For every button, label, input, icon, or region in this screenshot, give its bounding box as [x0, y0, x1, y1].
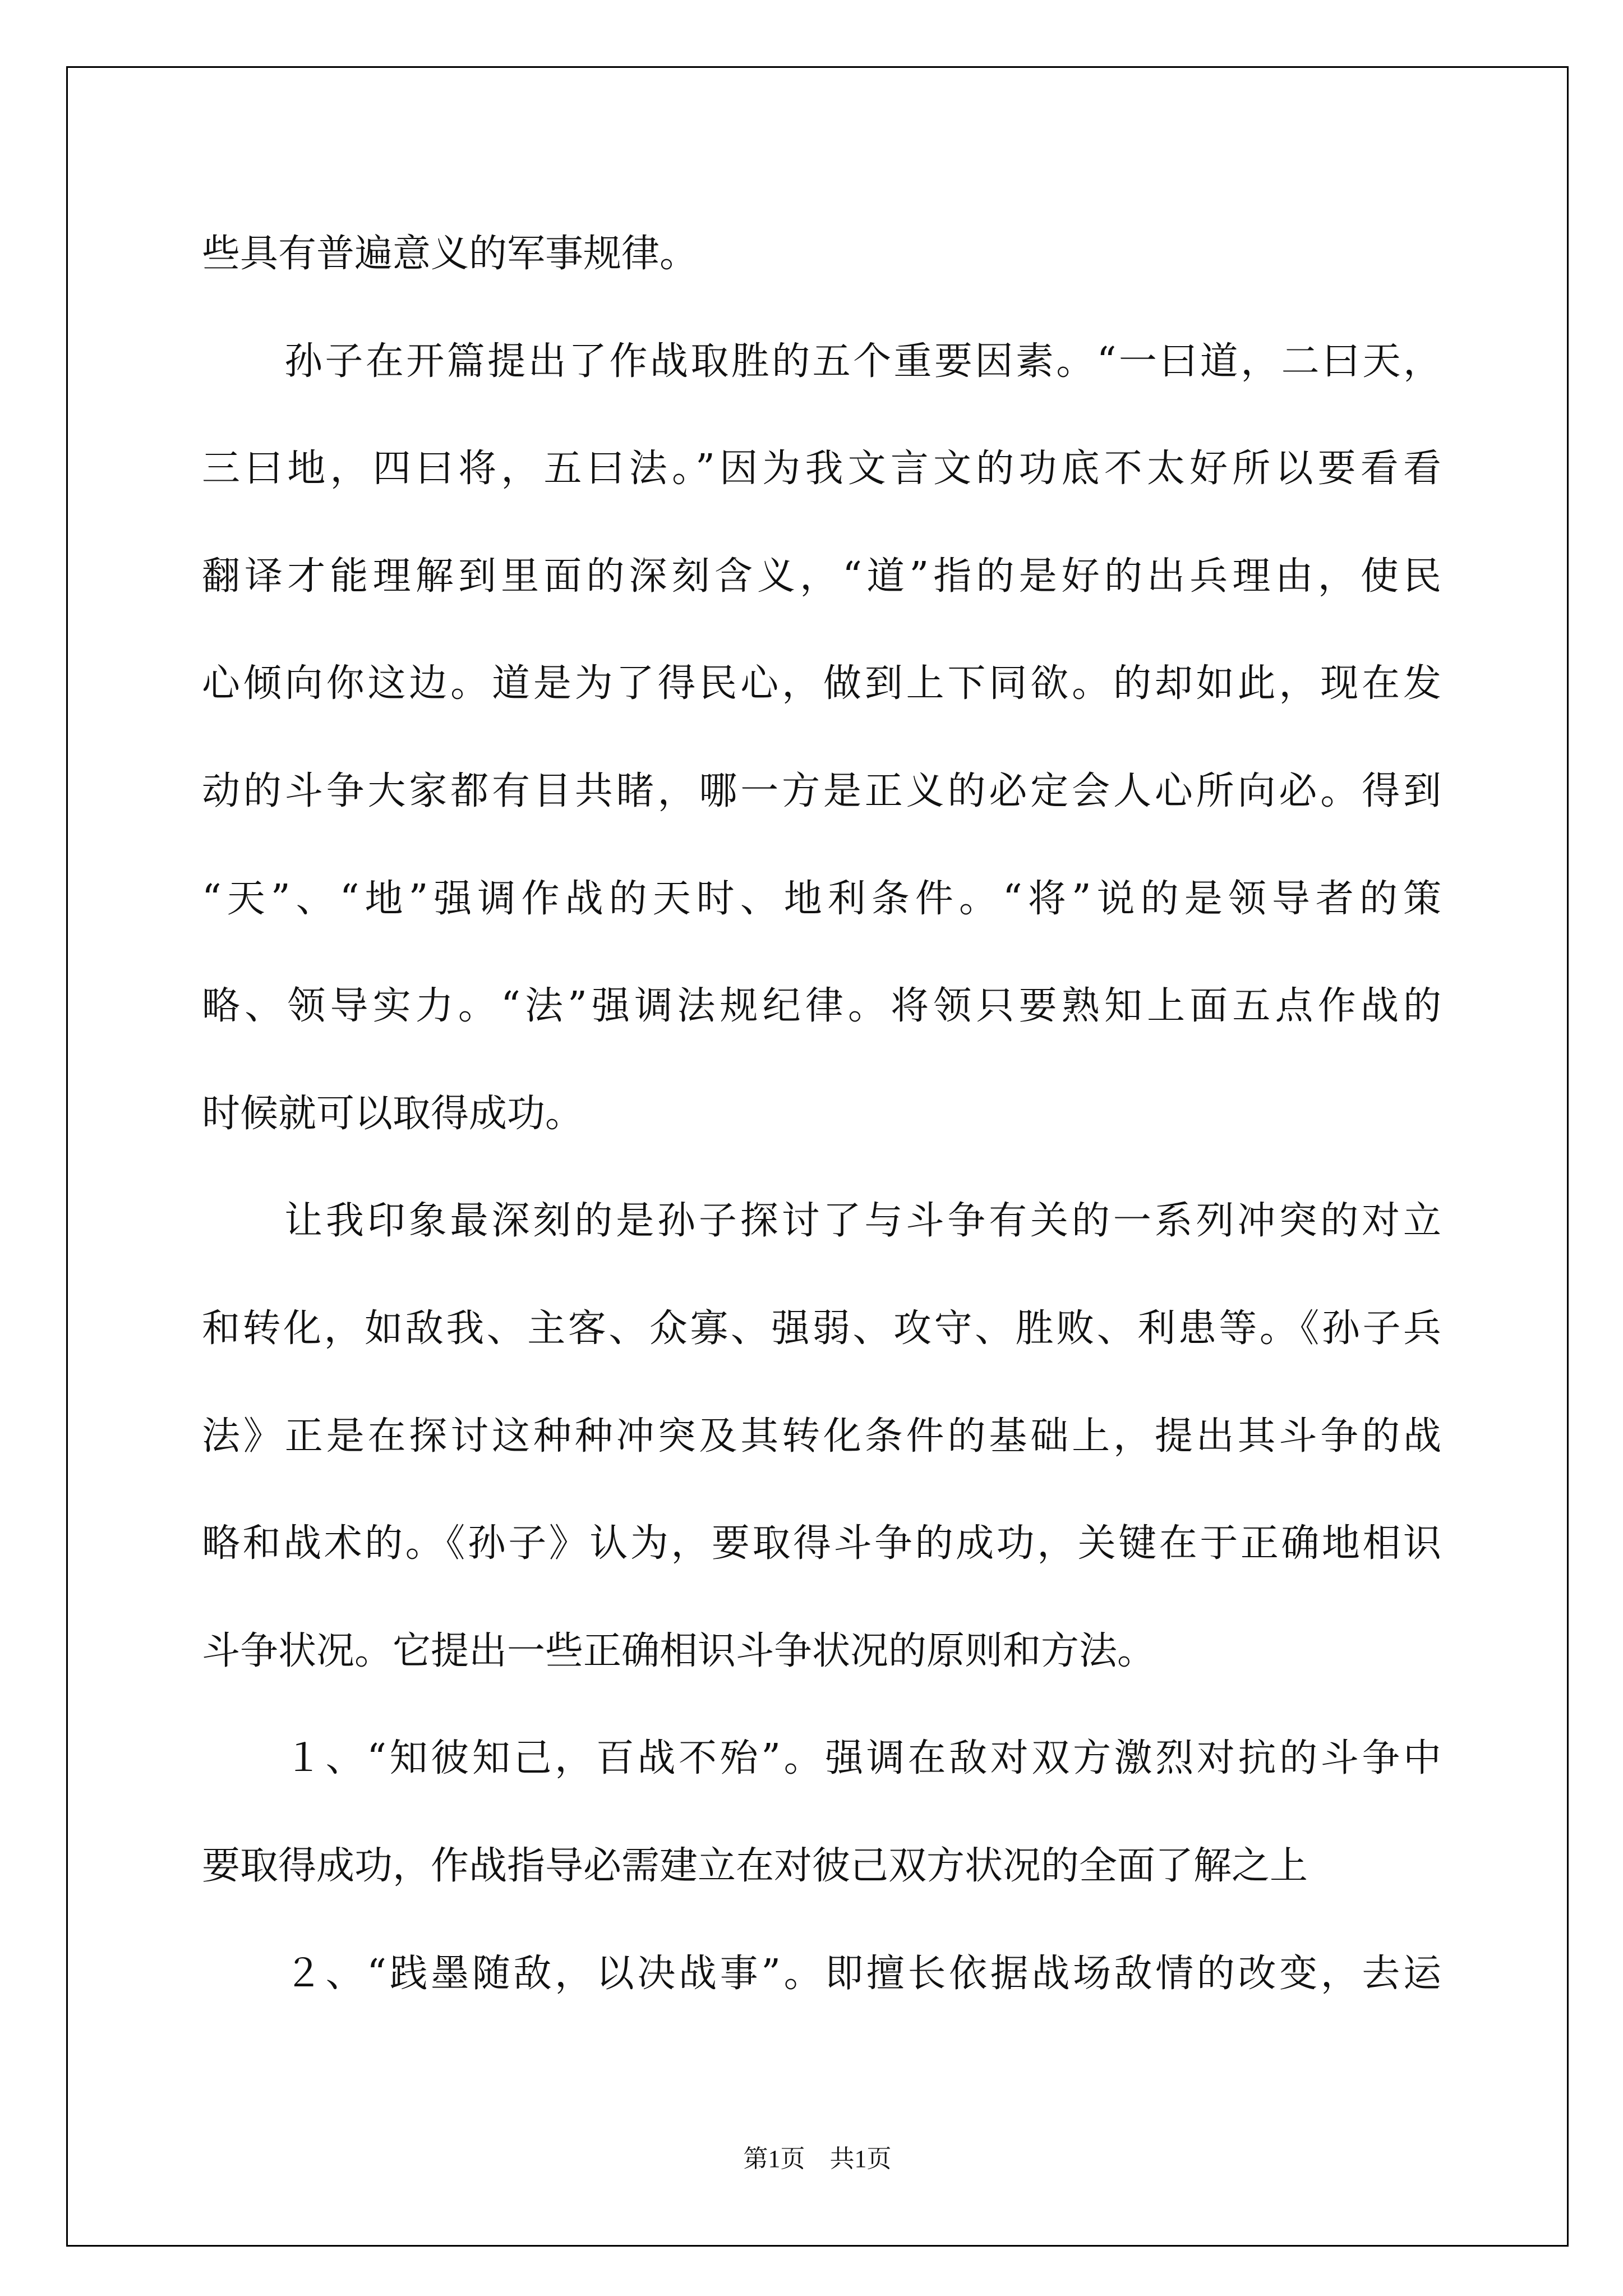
text-line: 让我印象最深刻的是孙子探讨了与斗争有关的一系列冲突的对立 — [284, 1199, 1441, 1244]
paragraph — [202, 308, 1441, 1168]
text-line: 些具有普遍意义的军事规律。 — [202, 232, 698, 276]
text-line: 法》正是在探讨这种种冲突及其转化条件的基础上，提出其斗争的战 — [202, 1414, 1441, 1458]
text-line: 略和战术的。《孙子》认为，要取得斗争的成功，关键在于正确地相识 — [202, 1521, 1441, 1566]
text-line: 翻译才能理解到里面的深刻含义，“道”指的是好的出兵理由，使民 — [202, 554, 1441, 599]
text-line: “天”、“地”强调作战的天时、地利条件。“将”说的是领导者的策 — [202, 876, 1441, 921]
text-line: 和转化，如敌我、主客、众寡、强弱、攻守、胜败、利患等。《孙子兵 — [202, 1306, 1441, 1351]
paragraph — [202, 1167, 1441, 1705]
text-line: ２、“践墨随敌，以决战事”。即擅长依据战场敌情的改变，去运 — [284, 1951, 1441, 1996]
paragraph — [202, 1705, 1441, 1920]
text-line: 时候就可以取得成功。 — [202, 1091, 584, 1136]
text-line: １、“知彼知己，百战不殆”。强调在敌对双方激烈对抗的斗争中 — [284, 1736, 1441, 1781]
text-line: 三曰地，四曰将，五曰法。”因为我文言文的功底不太好所以要看看 — [202, 447, 1441, 491]
text-line: 动的斗争大家都有目共睹，哪一方是正义的必定会人心所向必。得到 — [202, 769, 1441, 813]
text-line: 要取得成功，作战指导必需建立在对彼己双方状况的全面了解之上 — [202, 1843, 1308, 1888]
text-line: 斗争状况。它提出一些正确相识斗争状况的原则和方法。 — [202, 1628, 1156, 1673]
text-line: 孙子在开篇提出了作战取胜的五个重要因素。“一曰道，二曰天， — [284, 339, 1441, 384]
page-number: 第1页 共1页 — [743, 2145, 892, 2173]
paragraph — [202, 1920, 1441, 2028]
text-line: 略、领导实力。“法”强调法规纪律。将领只要熟知上面五点作战的 — [202, 984, 1441, 1029]
text-line: 心倾向你这边。道是为了得民心，做到上下同欲。的却如此，现在发 — [202, 661, 1441, 706]
body-text — [202, 200, 1441, 2027]
paragraph — [202, 200, 1441, 308]
